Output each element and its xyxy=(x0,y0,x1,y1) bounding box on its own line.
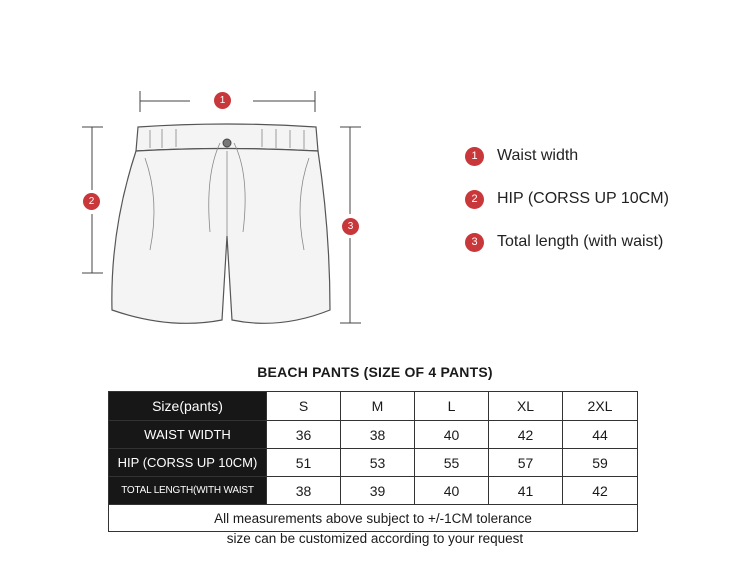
size-l: L xyxy=(415,392,489,421)
row-label-length: TOTAL LENGTH(WITH WAIST xyxy=(109,477,267,505)
size-s: S xyxy=(267,392,341,421)
table-cell: 44 xyxy=(563,421,638,449)
table-cell: 51 xyxy=(267,449,341,477)
row-label-waist: WAIST WIDTH xyxy=(109,421,267,449)
legend-label-length: Total length (with waist) xyxy=(497,233,664,250)
table-header-row xyxy=(109,392,638,421)
table-cell: 57 xyxy=(489,449,563,477)
table-note-row xyxy=(109,505,638,532)
table-cell: 42 xyxy=(563,477,638,505)
table-cell: 59 xyxy=(563,449,638,477)
table-cell: 38 xyxy=(267,477,341,505)
legend-label-waist: Waist width xyxy=(497,147,579,164)
table-cell: 42 xyxy=(489,421,563,449)
badge-length: 3 xyxy=(342,218,359,235)
tolerance-note: All measurements above subject to +/-1CM tolerance xyxy=(109,505,638,532)
badge-waist: 1 xyxy=(214,92,231,109)
size-2xl: 2XL xyxy=(563,392,638,421)
table-row xyxy=(109,477,638,505)
table-cell: 39 xyxy=(341,477,415,505)
size-table xyxy=(108,391,638,532)
legend-item-hip xyxy=(465,188,669,210)
legend-badge-3: 3 xyxy=(465,233,484,252)
table-row xyxy=(109,421,638,449)
shorts-illustration xyxy=(112,124,330,323)
customization-note: size can be customized according to your request xyxy=(226,531,524,546)
legend-badge-1: 1 xyxy=(465,147,484,166)
legend-item-waist xyxy=(465,145,669,167)
table-cell: 40 xyxy=(415,477,489,505)
table-cell: 53 xyxy=(341,449,415,477)
header-size-label: Size(pants) xyxy=(109,392,267,421)
table-cell: 55 xyxy=(415,449,489,477)
legend-badge-2: 2 xyxy=(465,190,484,209)
table-cell: 41 xyxy=(489,477,563,505)
table-cell: 40 xyxy=(415,421,489,449)
legend-label-hip: HIP (CORSS UP 10CM) xyxy=(497,190,669,207)
size-xl: XL xyxy=(489,392,563,421)
table-title: BEACH PANTS (SIZE OF 4 PANTS) xyxy=(257,364,493,380)
table-cell: 36 xyxy=(267,421,341,449)
row-label-hip: HIP (CORSS UP 10CM) xyxy=(109,449,267,477)
table-cell: 38 xyxy=(341,421,415,449)
badge-hip: 2 xyxy=(83,193,100,210)
size-m: M xyxy=(341,392,415,421)
legend-item-length xyxy=(465,231,669,253)
table-row xyxy=(109,449,638,477)
measurement-legend xyxy=(465,145,669,274)
